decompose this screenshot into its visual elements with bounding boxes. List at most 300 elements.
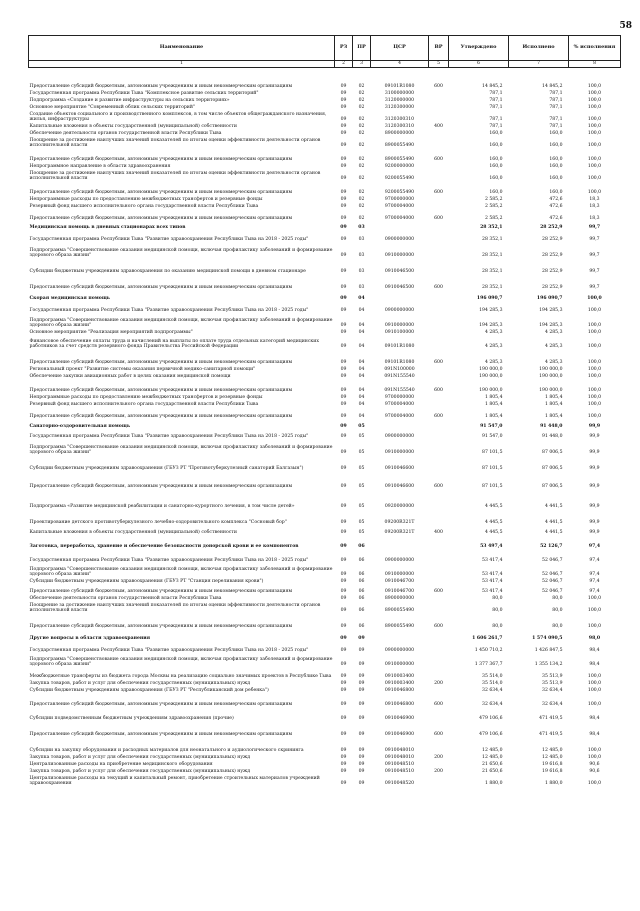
row-approved: 4 445,5	[484, 520, 503, 526]
row-executed: 190 000,0	[539, 367, 563, 373]
row-percent: 100,0	[587, 157, 602, 163]
row-csr: 0910046600	[384, 466, 415, 472]
row-csr: 0900000000	[384, 237, 415, 243]
row-executed: 1 805,4	[544, 414, 563, 420]
row-rz: 09	[340, 450, 347, 456]
row-vr	[429, 761, 449, 768]
row-approved: 4 445,5	[484, 530, 503, 536]
row-vr: 600	[434, 732, 443, 738]
row-percent: 100,0	[587, 164, 602, 170]
row-vr	[429, 90, 449, 97]
row-name: Капитальные вложения в объекты государственной (муниципальной) собственности	[29, 124, 237, 130]
row-approved: 32 634,4	[482, 702, 503, 708]
row-percent: 100,0	[587, 674, 602, 680]
row-percent: 99,9	[589, 504, 600, 510]
table-row	[29, 203, 621, 210]
row-csr	[371, 291, 429, 302]
row-executed: 160,0	[549, 176, 563, 182]
row-name: Субсидии на закупку оборудования и расходных материалов для неонатального и аудиологического скрининга	[29, 748, 304, 754]
row-executed: 4 441,5	[544, 520, 563, 526]
table-row	[29, 231, 621, 243]
column-number: 6	[449, 61, 509, 68]
row-executed: 160,0	[549, 164, 563, 170]
row-executed: 91 448,0	[542, 434, 563, 440]
row-rz: 09	[340, 748, 347, 754]
row-percent: 100,0	[587, 367, 602, 373]
row-approved: 160,0	[489, 176, 503, 182]
row-csr	[371, 222, 429, 231]
row-pr: 03	[358, 269, 365, 275]
row-pr: 04	[358, 388, 365, 394]
row-executed: 52 046,7	[542, 579, 563, 585]
row-rz: 09	[340, 544, 347, 550]
row-name: Подпрограмма "Совершенствование оказания медицинской помощи, включая профилактику заболеваний и формирование здорового образа жизни"	[29, 566, 333, 578]
row-csr: 0900000000	[384, 434, 415, 440]
row-approved: 190 000,0	[479, 374, 503, 380]
table-row	[29, 350, 621, 366]
table-row	[29, 401, 621, 408]
row-rz: 09	[340, 330, 347, 336]
row-pr: 09	[358, 769, 365, 775]
row-vr	[429, 203, 449, 210]
row-vr: 200	[434, 769, 443, 775]
row-csr: 9200055490	[384, 176, 415, 182]
row-name: Субсидии бюджетным учреждениям здравоохранения по оказанию медицинской помощи в дневном стационаре	[29, 269, 306, 275]
row-csr: 0910046900	[384, 732, 415, 738]
table-row	[29, 630, 621, 642]
row-percent: 100,0	[587, 117, 602, 123]
row-name: Скорая медицинская помощь	[29, 296, 110, 302]
row-vr	[429, 602, 449, 614]
row-executed: 52 046,7	[542, 572, 563, 578]
row-approved: 21 650,6	[482, 762, 503, 768]
row-csr: 3100000000	[384, 91, 415, 97]
row-executed: 472,6	[549, 204, 563, 210]
row-approved: 2 585,2	[484, 197, 503, 203]
row-percent: 100,0	[587, 402, 602, 408]
row-percent: 100,0	[587, 296, 602, 302]
row-executed: 787,1	[549, 124, 563, 130]
row-pr: 02	[358, 190, 365, 196]
row-percent: 18,3	[589, 216, 600, 222]
row-rz: 09	[340, 237, 347, 243]
table-row	[29, 302, 621, 314]
row-vr: 600	[434, 624, 443, 630]
row-vr	[429, 243, 449, 259]
row-approved: 1 805,4	[484, 395, 503, 401]
row-pr: 05	[358, 450, 365, 456]
row-rz: 09	[340, 157, 347, 163]
row-executed: 80,0	[552, 596, 563, 602]
row-percent: 100,0	[587, 395, 602, 401]
row-pr: 03	[358, 225, 365, 231]
row-percent: 100,0	[587, 124, 602, 130]
row-csr: 8900055490	[384, 157, 415, 163]
row-name: Субсидии бюджетным учреждениям здравоохранения (ГБУЗ РТ "Противотуберкулезный санаторий Балгазын")	[29, 466, 304, 472]
row-percent: 100,0	[587, 84, 602, 90]
row-approved: 160,0	[489, 131, 503, 137]
row-csr: 9700000000	[384, 395, 415, 401]
row-csr: 0910048010	[384, 748, 415, 754]
row-name: Предоставление субсидий бюджетным, автономным учреждениям и иным некоммерческим организациям	[29, 624, 293, 630]
row-rz: 09	[340, 596, 347, 602]
table-row	[29, 97, 621, 104]
header-name: Наименование	[29, 36, 335, 61]
row-csr: 9700000000	[384, 197, 415, 203]
row-pr: 04	[358, 402, 365, 408]
row-pr: 02	[358, 176, 365, 182]
row-executed: 1 805,4	[544, 402, 563, 408]
column-numbers-row	[29, 61, 621, 68]
row-name: Предоставление субсидий бюджетным, автономным учреждениям и иным некоммерческим организациям	[29, 285, 293, 291]
table-row	[29, 585, 621, 595]
row-approved: 2 585,2	[484, 216, 503, 222]
row-vr	[429, 668, 449, 680]
row-name: Государственная программа Республики Тыва "Развитие здравоохранения Республики Тыва на 2018 - 2025 годы"	[29, 308, 309, 314]
row-percent: 100,0	[587, 755, 602, 761]
row-pr: 02	[358, 131, 365, 137]
row-pr: 02	[358, 157, 365, 163]
row-name: Предоставление субсидий бюджетным, автономным учреждениям и иным некоммерческим организациям	[29, 484, 293, 490]
table-row	[29, 68, 621, 90]
row-executed: 1 574 090,5	[532, 636, 563, 642]
row-csr: 3120300310	[384, 117, 415, 123]
row-pr: 02	[358, 98, 365, 104]
row-vr	[429, 366, 449, 373]
row-executed: 4 285,3	[544, 344, 563, 350]
row-executed: 80,0	[552, 608, 563, 614]
row-pr: 09	[358, 688, 365, 694]
row-name: Поощрение за достижение наилучших значений показателей по итогам оценки эффективности деятельности органов исполнительной власти	[29, 602, 321, 614]
row-pr: 04	[358, 395, 365, 401]
table-row	[29, 394, 621, 401]
row-name: Закупка товаров, работ и услуг для обеспечения государственных (муниципальных) нужд	[29, 755, 251, 761]
row-approved: 35 514,0	[482, 674, 503, 680]
row-pr: 05	[358, 424, 365, 430]
row-name: Подпрограмма "Совершенствование оказания медицинской помощи, включая профилактику заболеваний и формирование здорового образа жизни"	[29, 247, 333, 259]
table-row	[29, 768, 621, 775]
row-executed: 19 616,8	[542, 762, 563, 768]
row-vr: 200	[434, 681, 443, 687]
row-vr	[429, 510, 449, 526]
row-pr: 04	[358, 308, 365, 314]
row-pr: 02	[358, 91, 365, 97]
row-percent: 100,0	[587, 748, 602, 754]
row-csr: 8900055490	[384, 143, 415, 149]
row-percent: 97,4	[588, 544, 601, 550]
row-name: Предоставление субсидий бюджетным, автономным учреждениям и иным некоммерческим организациям	[29, 414, 293, 420]
row-rz: 09	[340, 269, 347, 275]
row-name: Поощрение за достижение наилучших значений показателей по итогам оценки эффективности деятельности органов исполнительной власти	[29, 137, 321, 149]
row-executed: 32 634,4	[542, 688, 563, 694]
row-approved: 87 101,5	[482, 466, 503, 472]
page-number: 58	[619, 21, 632, 31]
row-percent: 99,9	[589, 450, 600, 456]
row-pr: 02	[358, 164, 365, 170]
row-rz: 09	[340, 296, 347, 302]
row-name: Финансовое обеспечение оплаты труда и начислений на выплаты по оплате труда отдельных категорий медицинских работников за счет средств резервного фонда Правительства Российской Федерации	[29, 338, 319, 350]
row-vr: 600	[434, 190, 443, 196]
row-name: Предоставление субсидий бюджетным, автономным учреждениям и иным некоммерческим организациям	[29, 84, 293, 90]
row-vr	[429, 595, 449, 602]
row-vr: 600	[434, 216, 443, 222]
row-csr: 9200055490	[384, 190, 415, 196]
row-executed: 91 448,0	[540, 424, 563, 430]
row-percent: 100,0	[587, 330, 602, 336]
row-approved: 787,1	[489, 124, 503, 130]
row-vr	[429, 329, 449, 336]
row-rz: 09	[340, 131, 347, 137]
row-pr: 04	[358, 296, 365, 302]
table-row	[29, 654, 621, 668]
row-approved: 4 285,3	[484, 344, 503, 350]
row-rz: 09	[340, 688, 347, 694]
row-csr: 091N155540	[384, 388, 415, 394]
table-row	[29, 329, 621, 336]
row-csr: 0910003400	[384, 674, 415, 680]
row-name: Основное мероприятие "Реализация мероприятий подпрограммы"	[29, 330, 193, 336]
row-percent: 100,0	[587, 360, 602, 366]
row-percent: 98,4	[589, 662, 600, 668]
table-row	[29, 123, 621, 130]
row-executed: 190 000,0	[539, 374, 563, 380]
row-approved: 87 101,5	[482, 450, 503, 456]
row-pr: 09	[358, 716, 365, 722]
row-pr: 09	[358, 762, 365, 768]
row-csr: 0910000000	[384, 323, 415, 329]
row-approved: 53 417,4	[482, 589, 503, 595]
row-percent: 100,0	[587, 308, 602, 314]
row-executed: 160,0	[549, 190, 563, 196]
row-vr: 600	[434, 702, 443, 708]
row-percent: 100,0	[587, 681, 602, 687]
row-rz: 09	[340, 716, 347, 722]
row-name: Предоставление субсидий бюджетным, автономным учреждениям и иным некоммерческим организациям	[29, 157, 293, 163]
row-executed: 28 252,9	[542, 253, 563, 259]
table-row	[29, 111, 621, 123]
row-percent: 100,0	[587, 388, 602, 394]
row-csr	[371, 630, 429, 642]
row-executed: 160,0	[549, 143, 563, 149]
row-name: Закупка товаров, работ и услуг для обеспечения государственных (муниципальных) нужд	[29, 769, 251, 775]
row-name: Закупка товаров, работ и услуг для обеспечения государственных (муниципальных) нужд	[29, 681, 251, 687]
row-executed: 1 805,4	[544, 395, 563, 401]
row-vr	[429, 394, 449, 401]
row-name: Непрограммные расходы по предоставлению межбюджетных трансфертов и резервные фонды	[29, 395, 263, 401]
row-rz: 09	[340, 558, 347, 564]
table-row	[29, 550, 621, 564]
row-approved: 28 352,1	[480, 225, 503, 231]
table-row	[29, 137, 621, 149]
row-name: Субсидии бюджетным учреждениям здравоохранения (ГБУЗ РТ "Республиканский дом ребенка")	[29, 688, 269, 694]
row-pr: 06	[358, 624, 365, 630]
row-rz: 09	[340, 424, 347, 430]
row-rz: 09	[340, 367, 347, 373]
row-vr	[429, 291, 449, 302]
row-name: Предоставление субсидий бюджетным, автономным учреждениям и иным некоммерческим организациям	[29, 589, 293, 595]
row-pr: 09	[358, 636, 365, 642]
row-csr: 0910046700	[384, 589, 415, 595]
row-executed: 87 006,5	[542, 450, 563, 456]
row-csr: 8900000000	[384, 596, 415, 602]
row-rz: 09	[340, 204, 347, 210]
row-approved: 160,0	[489, 190, 503, 196]
row-approved: 1 450 710,2	[474, 648, 503, 654]
row-rz: 09	[340, 253, 347, 259]
row-rz: 09	[340, 648, 347, 654]
row-vr	[429, 708, 449, 722]
row-pr: 03	[358, 237, 365, 243]
row-name: Медицинская помощь в дневных стационарах всех типов	[29, 225, 186, 231]
row-percent: 100,0	[587, 190, 602, 196]
table-row	[29, 456, 621, 472]
header-percent: % исполнения	[569, 36, 621, 61]
row-name: Санаторно-оздоровительная помощь	[29, 424, 130, 430]
table-row	[29, 668, 621, 680]
row-csr: 0910046500	[384, 285, 415, 291]
row-approved: 190 000,0	[479, 388, 503, 394]
table-row	[29, 775, 621, 787]
row-rz: 09	[340, 589, 347, 595]
row-approved: 53 497,4	[480, 544, 503, 550]
row-name: Межбюджетные трансферты из бюджета города Москвы на реализацию социально значимых проектов в Республике Тыва	[29, 674, 332, 680]
table-row	[29, 680, 621, 687]
row-executed: 52 046,7	[542, 558, 563, 564]
row-rz: 09	[340, 388, 347, 394]
row-approved: 479 106,6	[479, 732, 503, 738]
row-rz: 09	[340, 190, 347, 196]
row-approved: 32 634,4	[482, 688, 503, 694]
table-row	[29, 738, 621, 754]
row-name: Подпрограмма "Совершенствование оказания медицинской помощи, включая профилактику заболеваний и формирование здорового образа жизни"	[29, 656, 333, 668]
row-executed: 4 285,3	[544, 330, 563, 336]
row-name: Предоставление субсидий бюджетным, автономным учреждениям и иным некоммерческим организациям	[29, 216, 293, 222]
row-approved: 787,1	[489, 105, 503, 111]
row-pr: 03	[358, 253, 365, 259]
row-rz: 09	[340, 608, 347, 614]
row-vr	[429, 302, 449, 314]
row-name: Подпрограмма "Совершенствование оказания медицинской помощи, включая профилактику заболеваний и формирование здорового образа жизни"	[29, 317, 333, 329]
row-rz: 09	[340, 520, 347, 526]
row-executed: 4 285,3	[544, 360, 563, 366]
row-pr: 05	[358, 530, 365, 536]
row-vr: 400	[434, 124, 443, 130]
table-row	[29, 761, 621, 768]
row-approved: 196 090,7	[476, 296, 503, 302]
row-vr	[429, 420, 449, 430]
row-pr: 06	[358, 544, 365, 550]
table-row	[29, 291, 621, 302]
row-percent: 18,3	[589, 204, 600, 210]
table-row	[29, 90, 621, 97]
row-vr	[429, 163, 449, 170]
row-pr: 02	[358, 197, 365, 203]
row-executed: 19 616,8	[542, 769, 563, 775]
row-percent: 98,4	[589, 732, 600, 738]
row-csr: 9700004000	[384, 216, 415, 222]
row-executed: 472,6	[549, 197, 563, 203]
row-name: Заготовка, переработка, хранение и обеспечение безопасности донорской крови и ее компонентов	[29, 544, 299, 550]
row-name: Субсидии подведомственным бюджетным учреждениям здравоохранения (прочие)	[29, 716, 234, 722]
row-csr: 9700004000	[384, 402, 415, 408]
column-number: 4	[371, 61, 429, 68]
row-pr: 02	[358, 117, 365, 123]
row-approved: 87 101,5	[482, 484, 503, 490]
row-rz: 09	[340, 636, 347, 642]
row-vr: 600	[434, 388, 443, 394]
row-vr	[429, 430, 449, 440]
row-approved: 28 352,1	[482, 285, 503, 291]
table-row	[29, 472, 621, 490]
row-approved: 1 880,0	[484, 781, 503, 787]
row-rz: 09	[340, 98, 347, 104]
row-vr: 600	[434, 84, 443, 90]
row-pr: 09	[358, 702, 365, 708]
row-vr	[429, 137, 449, 149]
row-csr: 3120300310	[384, 124, 415, 130]
column-number: 5	[429, 61, 449, 68]
row-executed: 472,6	[549, 216, 563, 222]
table-row	[29, 526, 621, 536]
table-row	[29, 602, 621, 614]
row-executed: 28 252,9	[542, 237, 563, 243]
row-rz: 09	[340, 395, 347, 401]
table-row	[29, 440, 621, 456]
row-approved: 787,1	[489, 98, 503, 104]
row-rz: 09	[340, 681, 347, 687]
row-pr: 02	[358, 143, 365, 149]
row-vr	[429, 401, 449, 408]
table-row	[29, 170, 621, 182]
row-csr: 0910048520	[384, 781, 415, 787]
row-approved: 1 805,4	[484, 402, 503, 408]
table-row	[29, 408, 621, 420]
table-row	[29, 754, 621, 761]
row-rz: 09	[340, 414, 347, 420]
row-pr: 09	[358, 674, 365, 680]
row-rz: 09	[340, 285, 347, 291]
table-row	[29, 222, 621, 231]
table-row	[29, 243, 621, 259]
row-name: Другие вопросы в области здравоохранения	[29, 636, 151, 642]
header-csr: ЦСР	[371, 36, 429, 61]
row-percent: 99,9	[589, 466, 600, 472]
column-number: 2	[335, 61, 353, 68]
row-percent: 99,7	[589, 269, 600, 275]
row-percent: 97,4	[589, 572, 600, 578]
row-approved: 479 106,6	[479, 716, 503, 722]
row-name: Проектирование детского противотуберкулезного лечебно-оздоровительного комплекса "Сосновый бор"	[29, 520, 287, 526]
row-rz: 09	[340, 466, 347, 472]
row-rz: 09	[340, 124, 347, 130]
row-name: Предоставление субсидий бюджетным, автономным учреждениям и иным некоммерческим организациям	[29, 702, 293, 708]
row-vr	[429, 687, 449, 694]
table-row	[29, 595, 621, 602]
row-approved: 160,0	[489, 157, 503, 163]
row-executed: 12 485,0	[542, 748, 563, 754]
row-approved: 1 606 261,7	[472, 636, 503, 642]
row-pr: 06	[358, 608, 365, 614]
row-vr	[429, 222, 449, 231]
row-pr: 04	[358, 367, 365, 373]
row-pr: 04	[358, 414, 365, 420]
row-executed: 52 126,7	[540, 544, 563, 550]
row-vr	[429, 440, 449, 456]
row-vr	[429, 642, 449, 654]
row-executed: 471 419,5	[539, 716, 563, 722]
row-csr: 0910048510	[384, 762, 415, 768]
row-rz: 09	[340, 769, 347, 775]
